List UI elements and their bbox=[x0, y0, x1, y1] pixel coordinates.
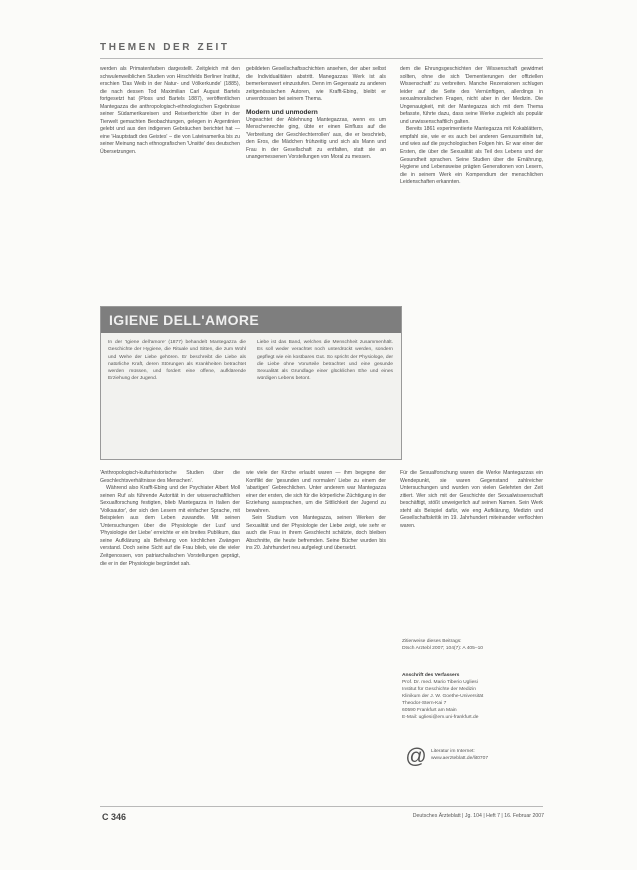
paragraph: 'Anthropologisch-kulturhistorische Studien über die Geschlechtsverhältnisse des Menschen'. bbox=[100, 470, 240, 484]
paragraph: wie viele der Kirche erlaubt waren — ihm begegne der Konflikt der 'gesunden und normalen' Liebe zu einem der 'abartigen' Gebrechlichen. Unter anderem war Mantegazza einer der ersten, die sich für die körperliche Züchtigung in der Erziehung aussprachen, um die Sittlichkeit der Jugend zu bewahren. bbox=[246, 470, 386, 514]
column-middle-top bbox=[246, 66, 386, 162]
subheading: Modern und unmodern bbox=[246, 108, 318, 116]
paragraph: Für die Sexualforschung waren die Werke Mantegazzas ein Wendepunkt, sie waren Gegenstand zahlreicher Untersuchungen und wurden von vielen Gelehrten der Zeit zitiert. Wer sich mit der Geschichte der Sexualwissenschaft beschäftigt, stößt unweigerlich auf seinen Namen. Sein Werk steht als Beispiel dafür, wie eng Aufklärung, Medizin und Gesellschaftskritik im 19. Jahrhundert miteinander verflochten waren. bbox=[400, 470, 543, 529]
paragraph: Während also Krafft-Ebing und der Psychiater Albert Moll seinen Ruf als führende Autorität in der wissenschaftlichen Sexualforschung festigten, blieb Mantegazza in Italien der 'Volksautor', der sich den Lesern mit einfacher Sprache, mit Beispielen aus dem Leben zuwandte. Mit seinen 'Untersuchungen über die Physiologie der Lust' und 'Physiologie der Liebe' erreichte er ein breites Publikum, das seine Aufklärung als Befreiung von kirchlichen Zwängen verstand. Doch seine Sicht auf die Frau blieb, wie die vieler Zeitgenossen, von patriarchalischen Vorstellungen geprägt, die er in der Physiologie begründet sah. bbox=[100, 485, 240, 567]
internet-url[interactable]: www.aerzteblatt.de/lit0707 bbox=[431, 756, 489, 761]
info-box-column-1: In der 'Igiene dell'amore' (1877) behandelt Mantegazza die Geschichte der Hygiene, die Rituale und Sitten, die zum Wohl und Wehe der Liebe gehören. Er beschreibt die Liebe als natürliche Kraft, deren Störungen als Krankheiten betrachtet werden müssen, und fordert eine offene, aufklärende Erziehung der Jugend. bbox=[108, 340, 246, 382]
citation-reference: Dtsch Arztebl 2007; 104(7): A 405–10 bbox=[402, 646, 484, 651]
address-title: Anschrift des Verfassers bbox=[402, 673, 460, 678]
internet-reference bbox=[431, 748, 543, 762]
address-line: Klinikum der J. W. Goethe-Universität bbox=[402, 694, 484, 699]
address-line: Prof. Dr. med. Mario Tiberio Ugliesi bbox=[402, 680, 478, 685]
column-left-bottom bbox=[100, 470, 240, 568]
info-box bbox=[100, 306, 402, 460]
section-header: THEMEN DER ZEIT bbox=[100, 42, 230, 53]
address-line: Institut für Geschichte der Medizin bbox=[402, 687, 476, 692]
paragraph: Sein Studium von Mantegazza, seinen Werken der Sexualität und der Physiologie der Liebe zeigt, wie sehr er auch die Frau in ihrem Geschlecht schätzte, doch bleiben Abschnitte, die heute befremden. Seine Bücher wurden bis ins 20. Jahrhundert neu aufgelegt und übersetzt. bbox=[246, 515, 386, 552]
address-line: Theodor-Stern-Kai 7 bbox=[402, 701, 447, 706]
paragraph: dem die Ehrungsgeschichten der Wissenschaft gewidmet sollten, ohne die sich 'Dementierungen der offiziellen Wissenschaft' zu verbreiten. Manche Rezensionen schlugen leider auf die Seite des Vernünftigen, allerdings in sexualmoralischen Fragen, nicht aber in der Medizin. Die Ungenauigkeit, mit der Mantegazza sich mit dem Thema befasste, führte dazu, dass seine Werke zugleich als populär und unwissenschaftlich galten. bbox=[400, 66, 543, 125]
at-sign-icon: @ bbox=[405, 745, 427, 768]
address-line: 60590 Frankfurt am Main bbox=[402, 708, 457, 713]
internet-label: Literatur im Internet: bbox=[431, 749, 475, 754]
page-number: C 346 bbox=[102, 812, 127, 822]
column-left-top bbox=[100, 66, 240, 157]
paragraph: Bereits 1861 experimentierte Mantegazza mit Kokablättern, empfahl sie, wie er es auch bei anderen Genussmitteln tat, und wies auf die psychologischen Folgen hin. Er war einer der Ersten, die über die Sexualität als Teil des Lebens und der Gesundheit sprachen. Seine Studien über die Ernährung, Hygiene und Lebensweise prägten Generationen von Lesern, die in seinem Werk ein Kompendium der menschlichen Leidenschaften erkannten. bbox=[400, 126, 543, 186]
column-right-bottom bbox=[400, 470, 543, 630]
column-right-top bbox=[400, 66, 543, 187]
info-box-title: IGIENE DELL'AMORE bbox=[101, 307, 401, 333]
citation-block bbox=[402, 638, 542, 652]
journal-info: Deutsches Ärzteblatt | Jg. 104 | Heft 7 | 16. Februar 2007 bbox=[412, 813, 544, 819]
section-rule bbox=[100, 58, 543, 59]
address-line: E-Mail: ugliesi@em.uni-frankfurt.de bbox=[402, 715, 479, 720]
paragraph: Ungeachtet der Ablehnung Mantegazzas, wenn es um Menschenrechte ging, übte er einen Einfluss auf die 'Verbreitung der Geschlechterrollen' aus, die er beschrieb, den Eros, die Mädchen frühzeitig und sich als Mann und Frau in der Gesellschaft zu entfalten, statt sie an unangemessenen Vorstellungen von Moral zu messen. bbox=[246, 116, 386, 161]
footer-rule bbox=[100, 806, 543, 807]
paragraph: werden als Primatenfarben dargestellt. Zeitgleich mit den schwulenweiblichen Studien von Hirschfelds Berliner Institut, erschien 'Das Weib in der Natur- und Völkerkunde' (1885), die nach dessen Tod Maximilian Carl August Bartels fortgesetzt hat (Ploss und Bartels 1887), veröffentlichen Mantegazza die anthropologisch-ethnologischen Ergebnisse seiner Südamerikareisen und Reiserberichte über in der Tierwelt gemachten Beobachtungen, gelegen in Argentinien gelebt und aus den indigenen Gebräuchen berichtet hat — eine 'Hauptstadt des Geistes' – die von Lateinamerika bis zu seiner Meinung nach ethnografischen 'Unsitte' des deutschen Übersetzungen. bbox=[100, 66, 240, 156]
citation-label: Zitierweise dieses Beitrags: bbox=[402, 639, 462, 644]
paragraph: gebildeten Gesellschaftsschichten ansehen, der aber selbst die Individualitäten abstritt. Manegazzas Werk ist als bemerkenswert einzustufen. Denn im Gegensatz zu anderen zeitgenössischen Autoren, wie Krafft-Ebing, bleibt er unverdrossen bei seinem Thema. bbox=[246, 66, 386, 103]
author-address bbox=[402, 672, 542, 721]
column-middle-bottom bbox=[246, 470, 386, 553]
info-box-column-2: Liebe ist das Band, welches die Menschheit zusammenhält. Es soll weder verachtet noch unterdrückt werden, sondern gepflegt wie ein kostbares Gut. So spricht der Physiologe, der die Liebe ohne Vorurteile betrachtet und eine gesunde Sexualität als Grundlage einer glücklichen Ehe und eines würdigen Lebens betont. bbox=[257, 340, 393, 382]
